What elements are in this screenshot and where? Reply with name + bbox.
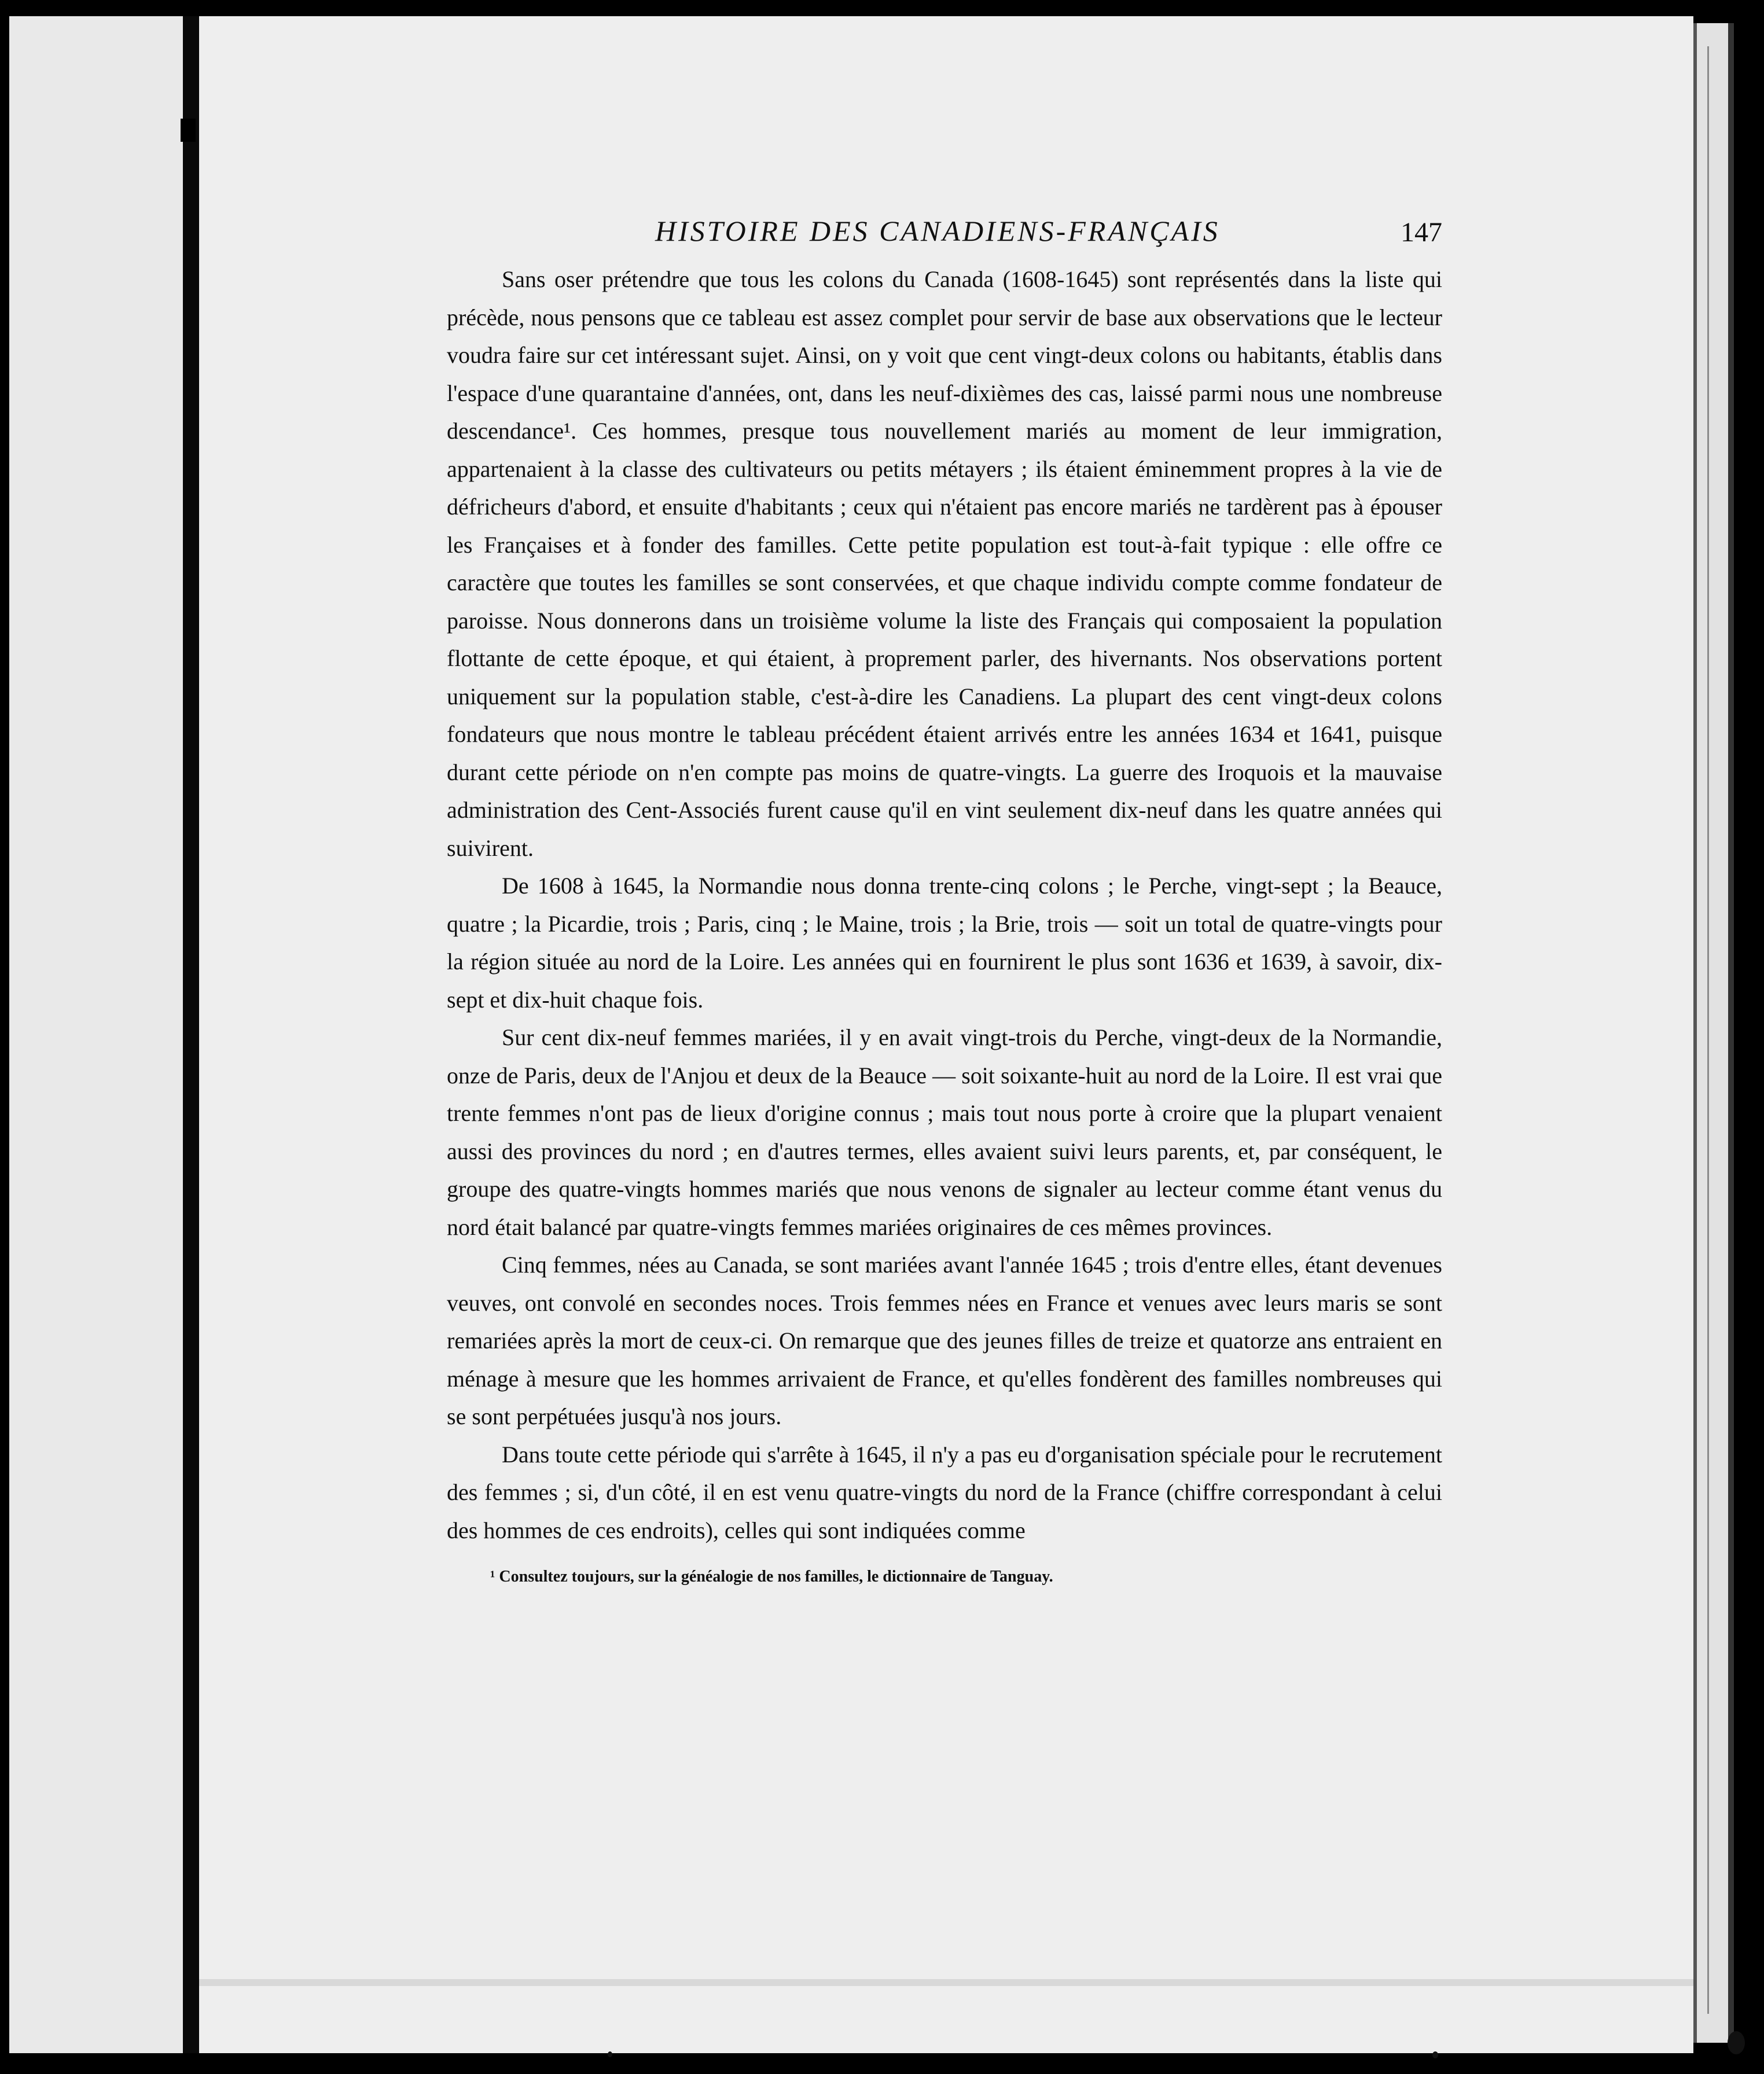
footnote-separator bbox=[447, 1549, 1442, 1565]
running-head bbox=[447, 214, 1442, 260]
running-title: HISTOIRE DES CANADIENS-FRANÇAIS bbox=[655, 215, 1220, 247]
scan-speck bbox=[608, 2051, 612, 2057]
paragraph: Sans oser prétendre que tous les colons du Canada (1608-1645) sont représentés dans la liste qui précède, nous pensons que ce tableau est assez complet pour servir de base aux observations que le lecteur voudra faire sur cet intéressant sujet. Ainsi, on y voit que cent vingt-deux colons ou habitants, établis dans l'espace d'une quarantaine d'années, ont, dans les neuf-dixièmes des cas, laissé parmi nous une nombreuse descendance¹. Ces hommes, presque tous nouvellement mariés au moment de leur immigration, appartenaient à la classe des cultivateurs ou petits métayers ; ils étaient éminemment propres à la vie de défricheurs d'abord, et ensuite d'habitants ; ceux qui n'étaient pas encore mariés ne tardèrent pas à épouser les Françaises et à fonder des familles. Cette petite population est tout-à-fait typique : elle offre ce caractère que toutes les familles se sont conservées, et que chaque individu compte comme fondateur de paroisse. Nous donnerons dans un troisième volume la liste des Français qui composaient la population flottante de cette époque, et qui étaient, à proprement parler, des hivernants. Nos observations portent uniquement sur la population stable, c'est-à-dire les Canadiens. La plupart des cent vingt-deux colons fondateurs que nous montre le tableau précédent étaient arrivés entre les années 1634 et 1641, puisque durant cette période on n'en compte pas moins de quatre-vingts. La guerre des Iroquois et la mauvaise administration des Cent-Associés furent cause qu'il en vint seulement dix-neuf dans les quatre années qui suivirent. bbox=[447, 266, 1442, 861]
previous-page-edge bbox=[9, 16, 183, 2053]
page-content bbox=[447, 214, 1442, 1588]
scan-speck bbox=[1432, 2051, 1438, 2058]
paragraph: Cinq femmes, nées au Canada, se sont mariées avant l'année 1645 ; trois d'entre elles, étant devenues veuves, ont convolé en secondes noces. Trois femmes nées en France et venues avec leurs maris se sont remariées après la mort de ceux-ci. On remarque que des jeunes filles de treize et quatorze ans entraient en ménage à mesure que les hommes arrivaient de France, et qu'elles fondèrent des familles nombreuses qui se sont perpétuées jusqu'à nos jours. bbox=[447, 1252, 1442, 1429]
binding-gutter bbox=[183, 16, 199, 2053]
footnote: ¹ Consultez toujours, sur la généalogie de nos familles, le dictionnaire de Tanguay. bbox=[490, 1568, 1053, 1586]
scan-speck bbox=[1728, 2031, 1745, 2054]
binding-mark bbox=[181, 119, 196, 142]
right-edge-line bbox=[1707, 46, 1709, 2014]
paragraph: Dans toute cette période qui s'arrête à 1645, il n'y a pas eu d'organisation spéciale pour le recrutement des femmes ; si, d'un côté, il en est venu quatre-vingts du nord de la France (chiffre correspondant à celui des hommes de ces endroits), celles qui sont indiquées comme bbox=[447, 1441, 1442, 1543]
page-bottom-shadow bbox=[199, 1979, 1693, 1986]
page-number: 147 bbox=[1401, 217, 1442, 248]
paragraph: De 1608 à 1645, la Normandie nous donna trente-cinq colons ; le Perche, vingt-sept ; la Beauce, quatre ; la Picardie, trois ; Paris, cinq ; le Maine, trois ; la Brie, trois — soit un total de quatre-vingts pour la région située au nord de la Loire. Les années qui en fournirent le plus sont 1636 et 1639, à savoir, dix-sept et dix-huit chaque fois. bbox=[447, 873, 1442, 1013]
right-page-edge bbox=[1693, 23, 1734, 2043]
paragraph: Sur cent dix-neuf femmes mariées, il y en avait vingt-trois du Perche, vingt-deux de la Normandie, onze de Paris, deux de l'Anjou et deux de la Beauce — soit soixante-huit au nord de la Loire. Il est vrai que trente femmes n'ont pas de lieux d'origine connus ; mais tout nous porte à croire que la plupart venaient aussi des provinces du nord ; en d'autres termes, elles avaient suivi leurs parents, et, par conséquent, le groupe des quatre-vingts hommes mariés que nous venons de signaler au lecteur comme étant venus du nord était balancé par quatre-vingts femmes mariées originaires de ces mêmes provinces. bbox=[447, 1024, 1442, 1240]
